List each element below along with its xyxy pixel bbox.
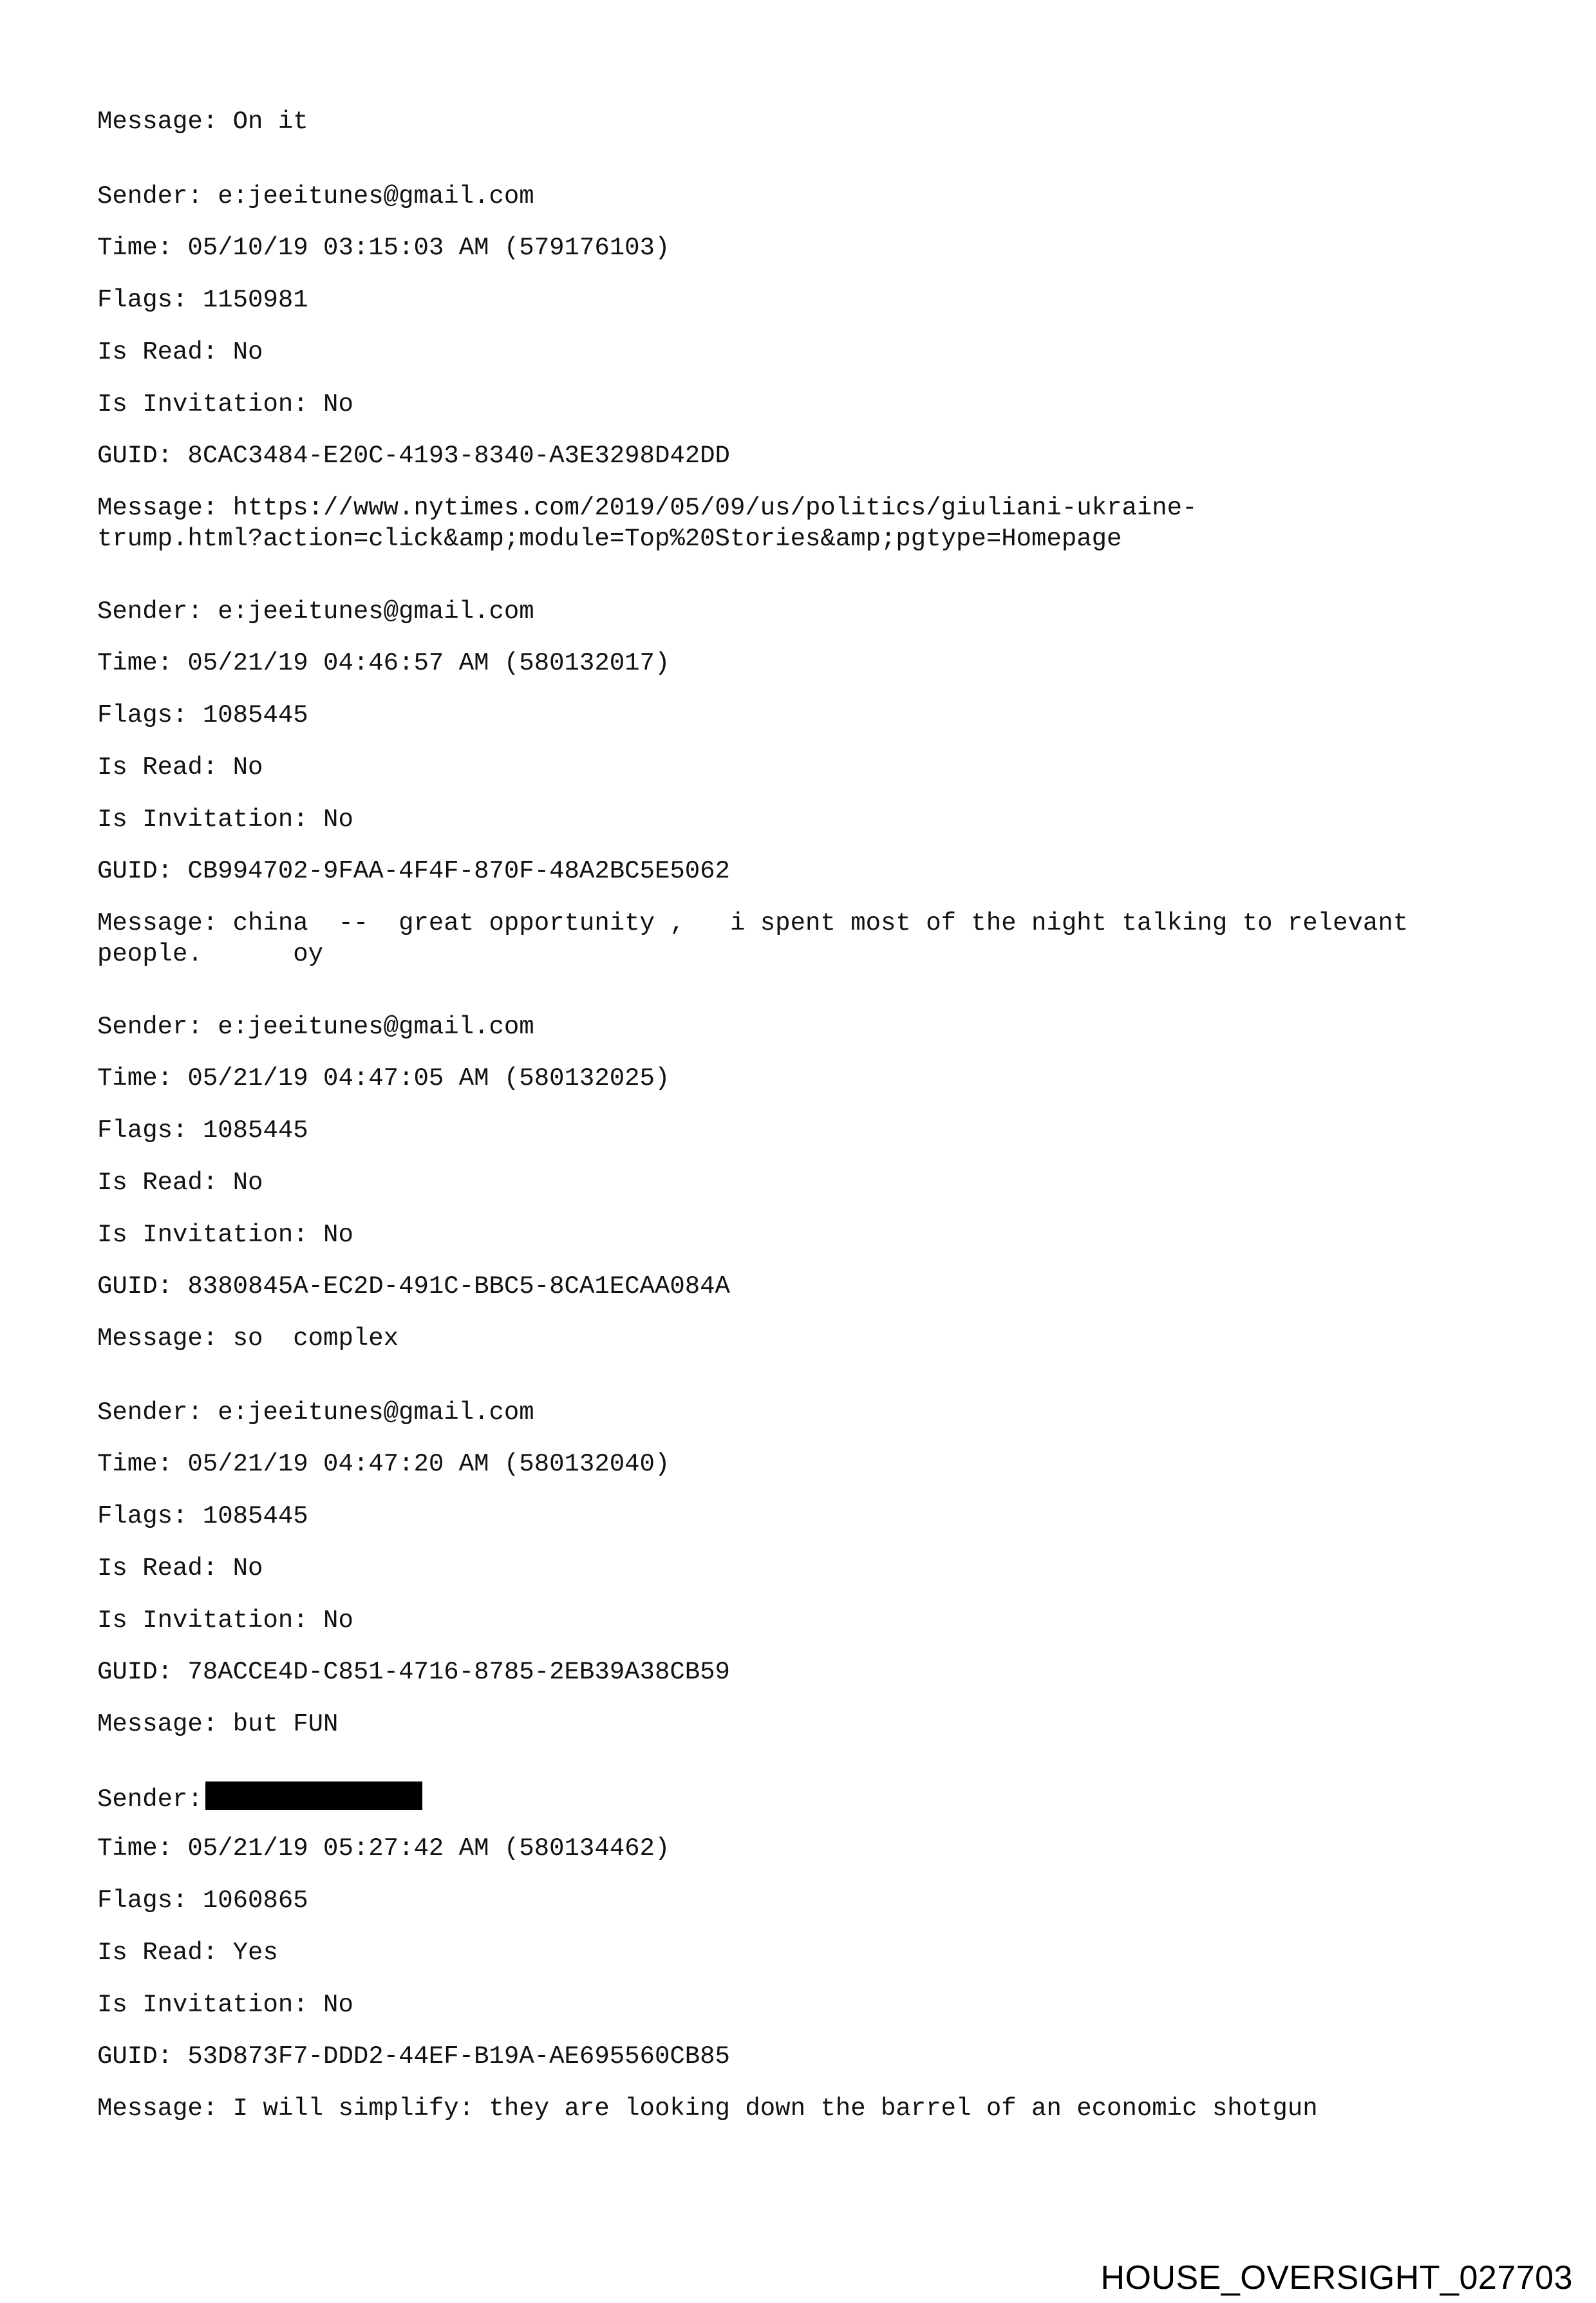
time-field: Time: 05/21/19 05:27:42 AM (580134462) [97, 1834, 670, 1863]
sender-field: Sender: e:jeeitunes@gmail.com [97, 1013, 534, 1041]
time-field: Time: 05/21/19 04:47:20 AM (580132040) [97, 1450, 670, 1478]
message-text: Message: On it [97, 108, 308, 136]
time-field: Time: 05/21/19 04:47:05 AM (580132025) [97, 1064, 670, 1093]
sender-field: Sender: e:jeeitunes@gmail.com [97, 597, 534, 626]
guid-field: GUID: 78ACCE4D-C851-4716-8785-2EB39A38CB59 [97, 1658, 730, 1686]
message-text: Message: but FUN [97, 1710, 339, 1738]
sender-field: Sender: [97, 1785, 203, 1814]
flags-field: Flags: 1085445 [97, 1502, 308, 1530]
time-field: Time: 05/10/19 03:15:03 AM (579176103) [97, 234, 670, 262]
guid-field: GUID: 8CAC3484-E20C-4193-8340-A3E3298D42DD [97, 442, 730, 470]
message-text-continued: trump.html?action=click&amp;module=Top%20Stories&amp;pgtype=Homepage [97, 525, 1122, 553]
guid-field: GUID: 8380845A-EC2D-491C-BBC5-8CA1ECAA084A [97, 1272, 730, 1301]
flags-field: Flags: 1085445 [97, 1116, 308, 1145]
flags-field: Flags: 1150981 [97, 286, 308, 314]
is-read-field: Is Read: Yes [97, 1939, 278, 1967]
is-invitation-field: Is Invitation: No [97, 1221, 353, 1249]
guid-field: GUID: CB994702-9FAA-4F4F-870F-48A2BC5E5062 [97, 857, 730, 885]
redaction-block [205, 1781, 422, 1810]
is-invitation-field: Is Invitation: No [97, 390, 353, 418]
is-invitation-field: Is Invitation: No [97, 1991, 353, 2019]
message-text-continued: people. oy [97, 940, 324, 968]
bates-number: HOUSE_OVERSIGHT_027703 [1100, 2259, 1573, 2297]
guid-field: GUID: 53D873F7-DDD2-44EF-B19A-AE695560CB85 [97, 2042, 730, 2071]
is-read-field: Is Read: No [97, 338, 263, 366]
sender-field: Sender: e:jeeitunes@gmail.com [97, 182, 534, 211]
is-read-field: Is Read: No [97, 1169, 263, 1197]
flags-field: Flags: 1085445 [97, 701, 308, 729]
sender-field: Sender: e:jeeitunes@gmail.com [97, 1398, 534, 1427]
is-invitation-field: Is Invitation: No [97, 805, 353, 834]
is-read-field: Is Read: No [97, 753, 263, 782]
flags-field: Flags: 1060865 [97, 1886, 308, 1915]
is-invitation-field: Is Invitation: No [97, 1606, 353, 1635]
is-read-field: Is Read: No [97, 1554, 263, 1583]
message-text: Message: https://www.nytimes.com/2019/05/09/us/politics/giuliani-ukraine- [97, 494, 1197, 522]
message-text: Message: so complex [97, 1324, 399, 1353]
message-text: Message: china -- great opportunity , i spent most of the night talking to relevant [97, 909, 1409, 937]
message-text: Message: I will simplify: they are looking down the barrel of an economic shotgun [97, 2094, 1318, 2123]
sender-row [97, 1781, 422, 1815]
time-field: Time: 05/21/19 04:46:57 AM (580132017) [97, 649, 670, 677]
